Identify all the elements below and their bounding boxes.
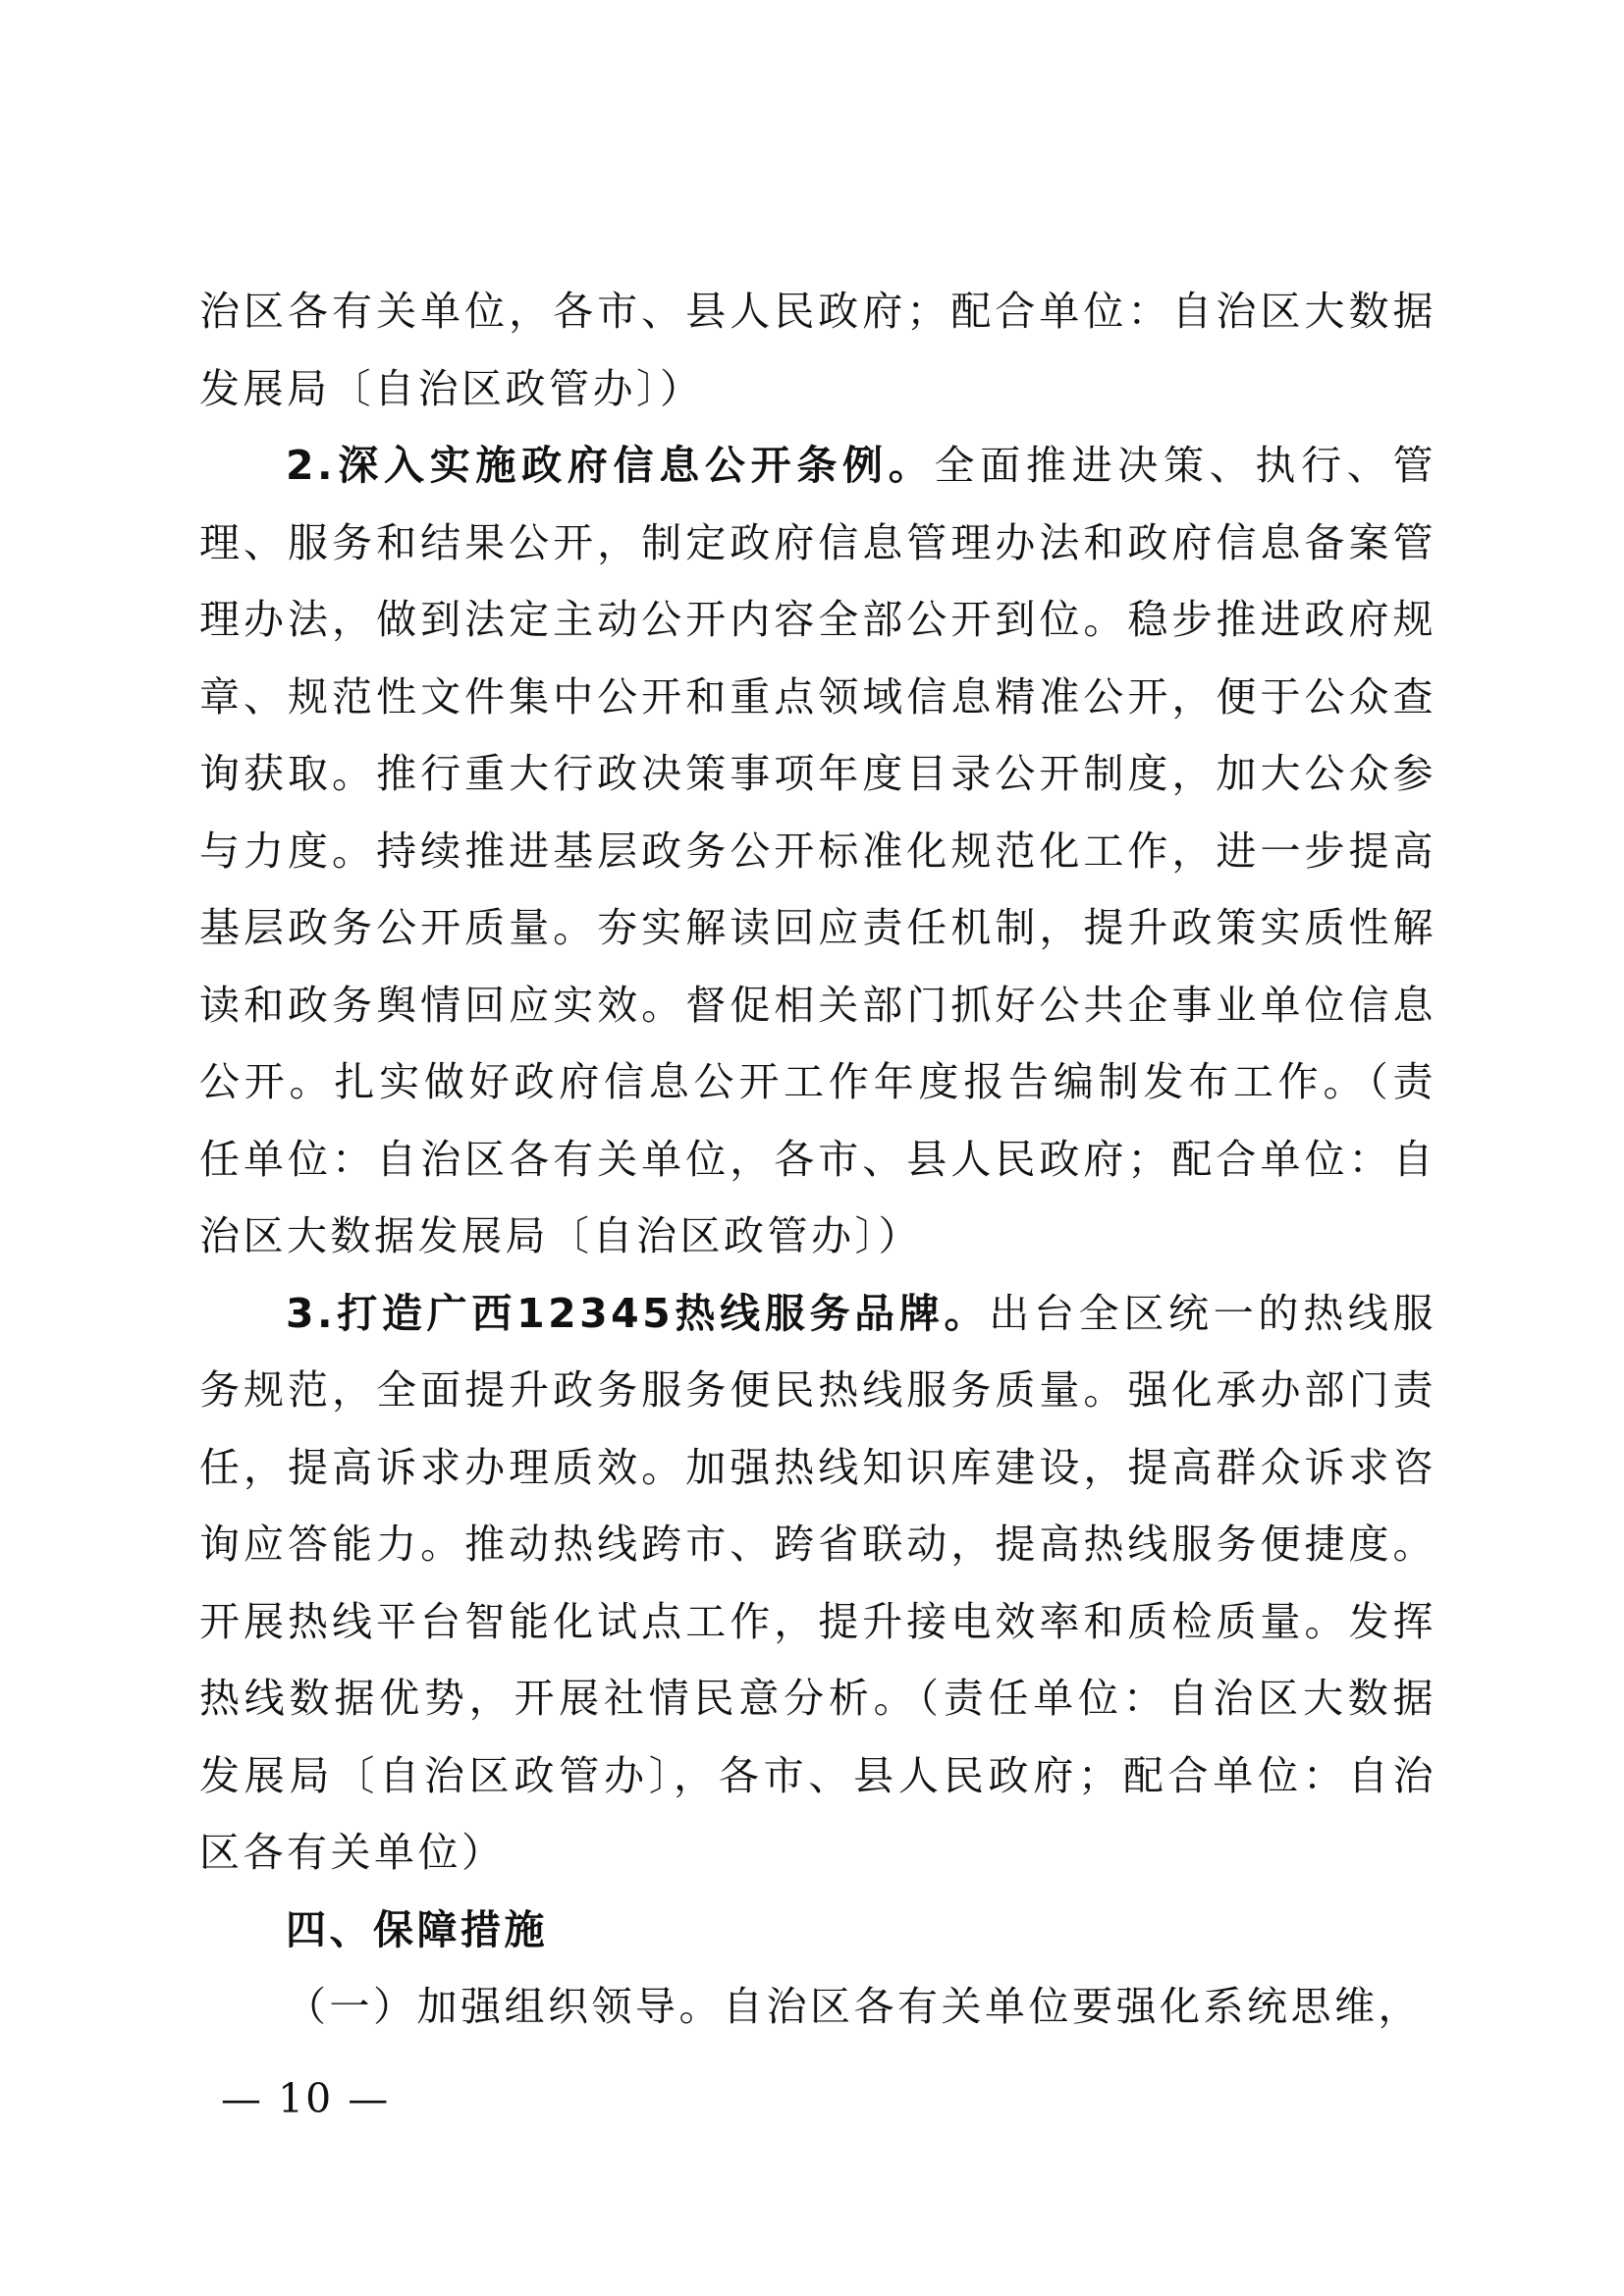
section-heading: 四、保障措施 [286,1905,548,1953]
item-heading: 3.打造广西12345热线服务品牌。 [286,1289,990,1337]
document-page [199,273,1436,2046]
paragraph-body: 全面推进决策、执行、管理、服务和结果公开，制定政府信息管理办法和政府信息备案管理办法，做到法定主动公开内容全部公开到位。稳步推进政府规章、规范性文件集中公开和重点领域信息精准公开，便于公众查询获取。推行重大行政决策事项年度目录公开制度，加大公众参与力度。持续推进基层政务公开标准化规范化工作，进一步提高基层政务公开质量。夯实解读回应责任机制，提升政策实质性解读和政务舆情回应实效。督促相关部门抓好公共企事业单位信息公开。扎实做好政府信息公开工作年度报告编制发布工作。（责任单位：自治区各有关单位，各市、县人民政府；配合单位：自治区大数据发展局〔自治区政管办〕） [199,442,1437,1259]
paragraph-section-start: （一）加强组织领导。自治区各有关单位要强化系统思维， [286,1983,1422,2030]
paragraph-body: 出台全区统一的热线服务规范，全面提升政务服务便民热线服务质量。强化承办部门责任，提高诉求办理质效。加强热线知识库建设，提高群众诉求咨询应答能力。推动热线跨市、跨省联动，提高热线服务便捷度。开展热线平台智能化试点工作，提升接电效率和质检质量。发挥热线数据优势，开展社情民意分析。（责任单位：自治区大数据发展局〔自治区政管办〕，各市、县人民政府；配合单位：自治区各有关单位） [199,1289,1437,1876]
paragraph-item-2 [199,427,1436,1275]
paragraph-continued [199,273,1436,427]
paragraph-item-3 [199,1275,1436,1892]
page-number: — 10 — [221,2075,391,2122]
item-heading: 2.深入实施政府信息公开条例。 [286,442,935,489]
paragraph-body: 治区各有关单位，各市、县人民政府；配合单位：自治区大数据发展局〔自治区政管办〕） [199,288,1436,412]
